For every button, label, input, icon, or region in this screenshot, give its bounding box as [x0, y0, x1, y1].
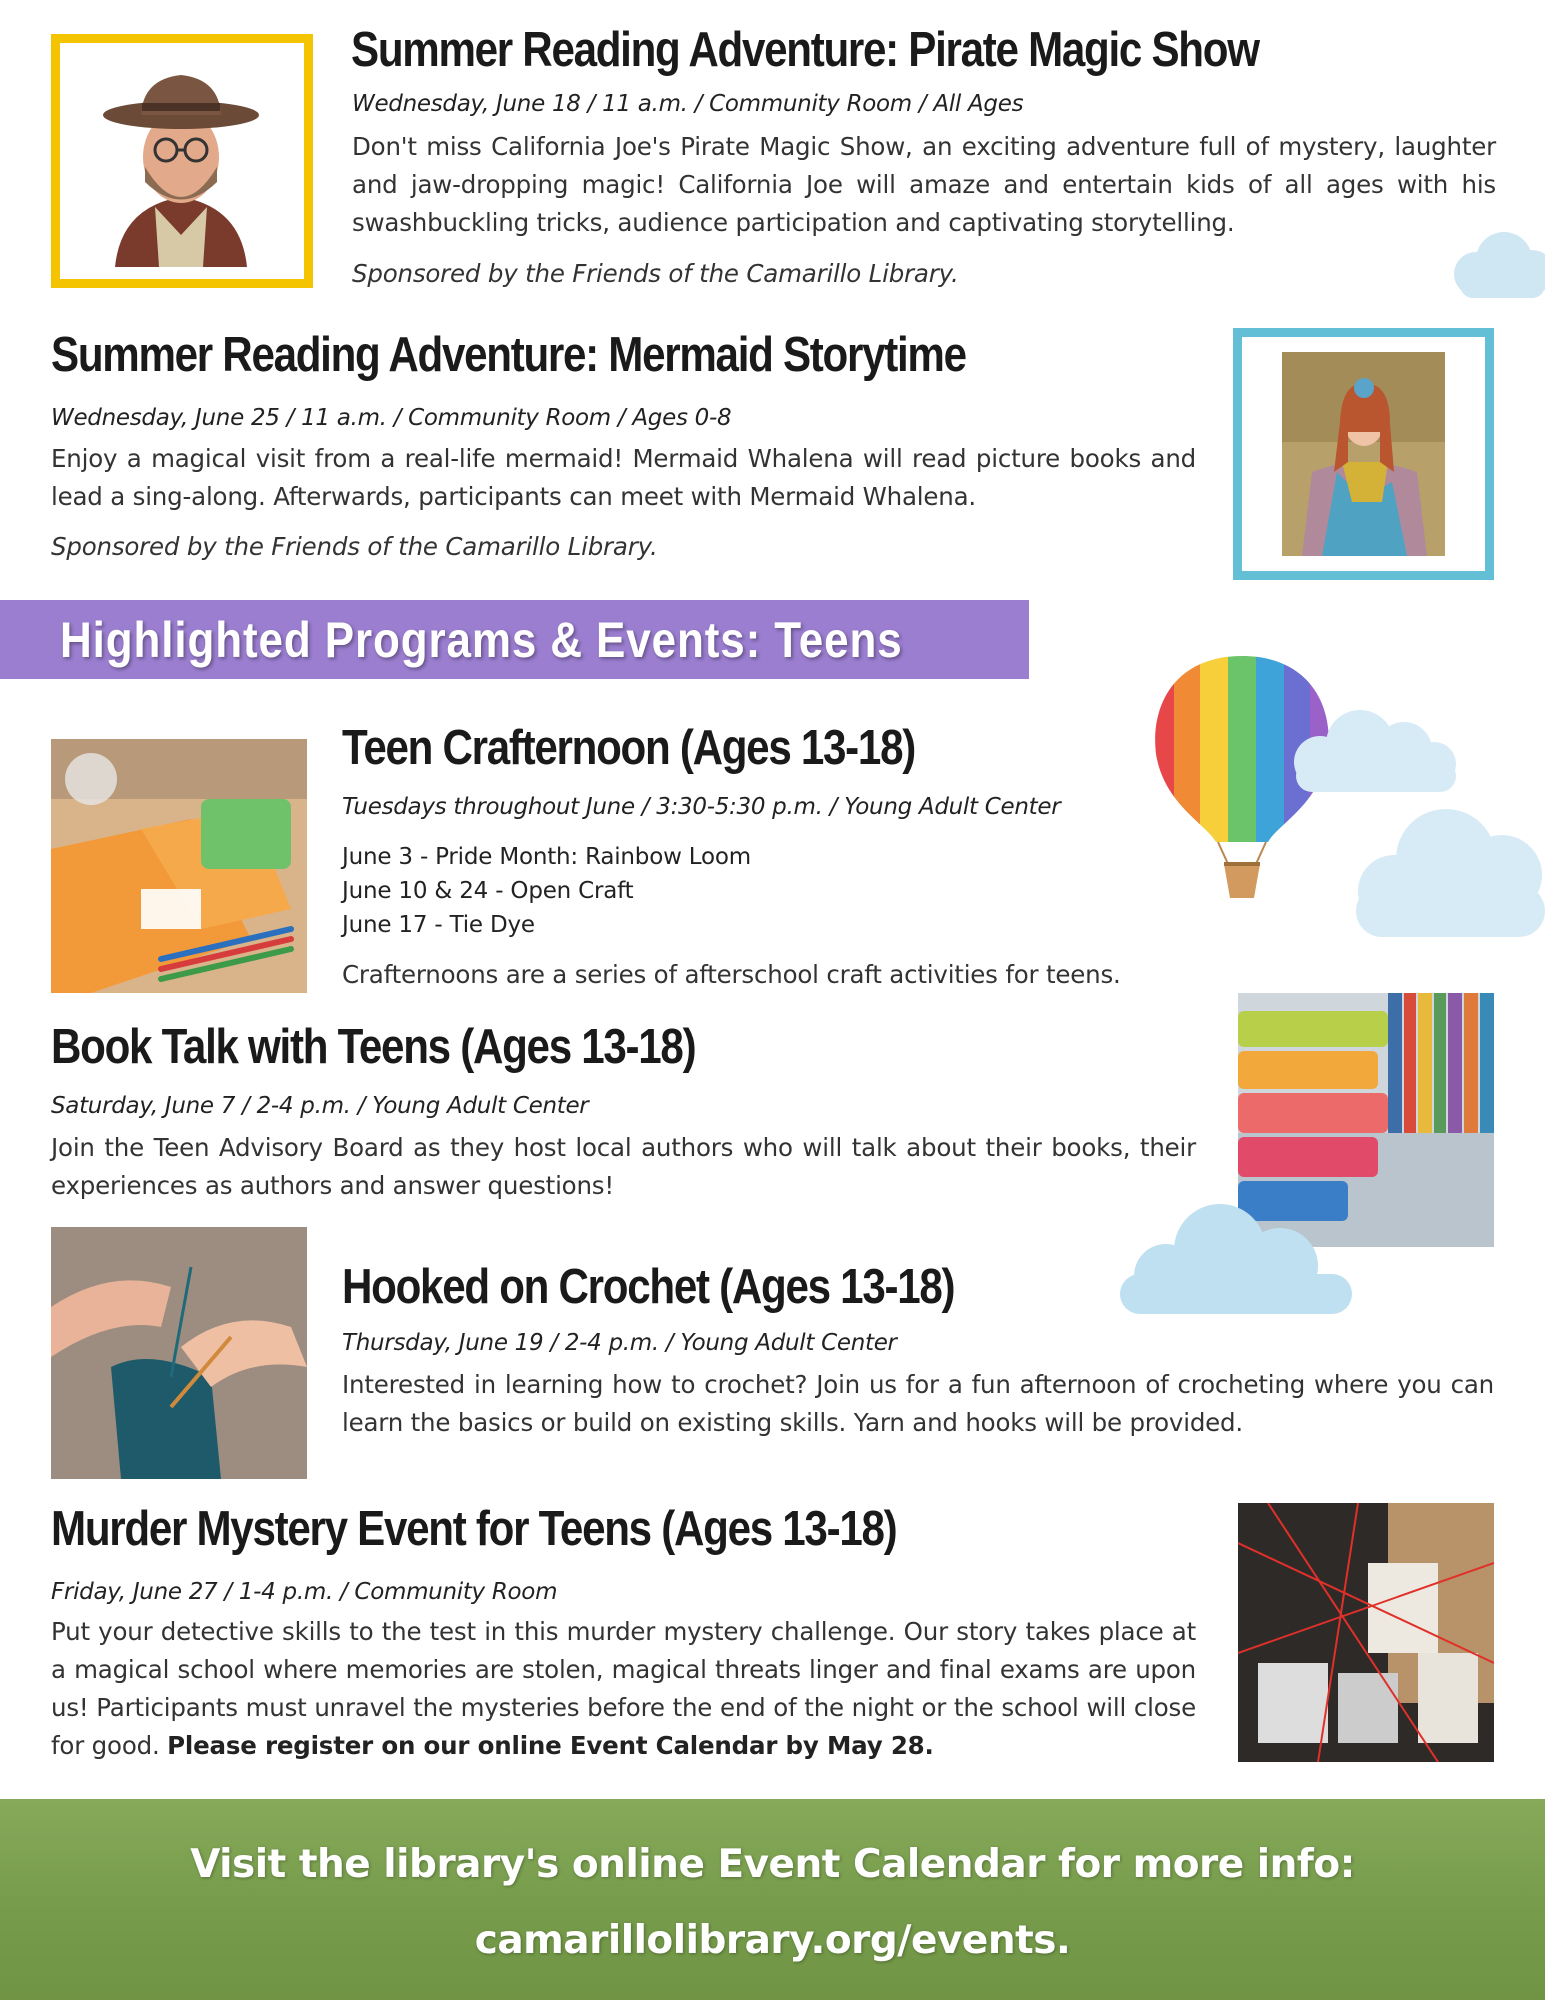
mermaid-sponsor: Sponsored by the Friends of the Camarillo Library.: [51, 532, 658, 561]
mystery-title: Murder Mystery Event for Teens (Ages 13-18): [51, 1502, 897, 1556]
footer-banner: [0, 1799, 1545, 2000]
mermaid-description: Enjoy a magical visit from a real-life mermaid! Mermaid Whalena will read picture books and lead a sing-along. Afterwards, participants can meet with Mermaid Whalena.: [51, 444, 1196, 511]
booktalk-title: Book Talk with Teens (Ages 13-18): [51, 1020, 696, 1074]
list-item: June 3 - Pride Month: Rainbow Loom: [342, 844, 751, 870]
crochet-title: Hooked on Crochet (Ages 13-18): [342, 1260, 955, 1314]
crochet-description: Interested in learning how to crochet? Join us for a fun afternoon of crocheting where you can learn the basics or build on existing skills. Yarn and hooks will be provided.: [342, 1370, 1494, 1437]
cloud-icon: [1282, 700, 1460, 796]
footer-line-1: Visit the library's online Event Calendar for more info:: [190, 1842, 1355, 1887]
cloud-icon: [1446, 222, 1545, 304]
list-item: June 10 & 24 - Open Craft: [342, 878, 634, 904]
pirate-meta: Wednesday, June 18 / 11 a.m. / Community Room / All Ages: [352, 91, 1024, 117]
crochet-hands-photo: [51, 1227, 307, 1479]
craft-supplies-photo: [51, 739, 307, 993]
crafternoon-schedule: [342, 840, 751, 942]
pirate-title: Summer Reading Adventure: Pirate Magic Show: [351, 23, 1259, 77]
pirate-description: Don't miss California Joe's Pirate Magic Show, an exciting adventure full of mystery, laughter and jaw-dropping magic! California Joe will amaze and entertain kids of all ages with his swashbuckling tricks, audience participation and captivating storytelling.: [352, 132, 1496, 237]
mystery-registration-note: Please register on our online Event Calendar by May 28.: [167, 1731, 934, 1760]
mermaid-meta: Wednesday, June 25 / 11 a.m. / Community Room / Ages 0-8: [51, 405, 732, 431]
mermaid-title: Summer Reading Adventure: Mermaid Storytime: [51, 328, 966, 382]
booktalk-description: Join the Teen Advisory Board as they host local authors who will talk about their books, their experiences as authors and answer questions!: [51, 1133, 1196, 1200]
booktalk-meta: Saturday, June 7 / 2-4 p.m. / Young Adult Center: [51, 1093, 589, 1119]
mystery-description: [51, 1613, 1196, 1765]
crafternoon-description: Crafternoons are a series of afterschool craft activities for teens.: [342, 960, 1121, 989]
mystery-description-text: Put your detective skills to the test in this murder mystery challenge. Our story takes place at a magical school where memories are stolen, magical threats linger and final exams are upon us! Participants must unravel the mysteries before the end of the night or the school will close for good.: [51, 1617, 1196, 1760]
pirate-sponsor: Sponsored by the Friends of the Camarillo Library.: [352, 259, 959, 288]
crochet-meta: Thursday, June 19 / 2-4 p.m. / Young Adult Center: [342, 1330, 897, 1356]
cloud-icon: [1110, 1196, 1352, 1324]
teens-section-heading: Highlighted Programs & Events: Teens: [60, 612, 903, 668]
mermaid-whalena-photo: [1282, 352, 1445, 556]
list-item: June 17 - Tie Dye: [342, 912, 535, 938]
crafternoon-meta: Tuesdays throughout June / 3:30-5:30 p.m. / Young Adult Center: [342, 794, 1061, 820]
crafternoon-title: Teen Crafternoon (Ages 13-18): [342, 721, 915, 775]
teens-section-banner: [0, 600, 1029, 679]
detective-board-photo: [1238, 1503, 1494, 1762]
california-joe-photo: [95, 57, 267, 267]
footer-link[interactable]: camarillolibrary.org/events.: [474, 1918, 1071, 1963]
cloud-icon: [1342, 785, 1545, 943]
mystery-meta: Friday, June 27 / 1-4 p.m. / Community Room: [51, 1579, 558, 1605]
